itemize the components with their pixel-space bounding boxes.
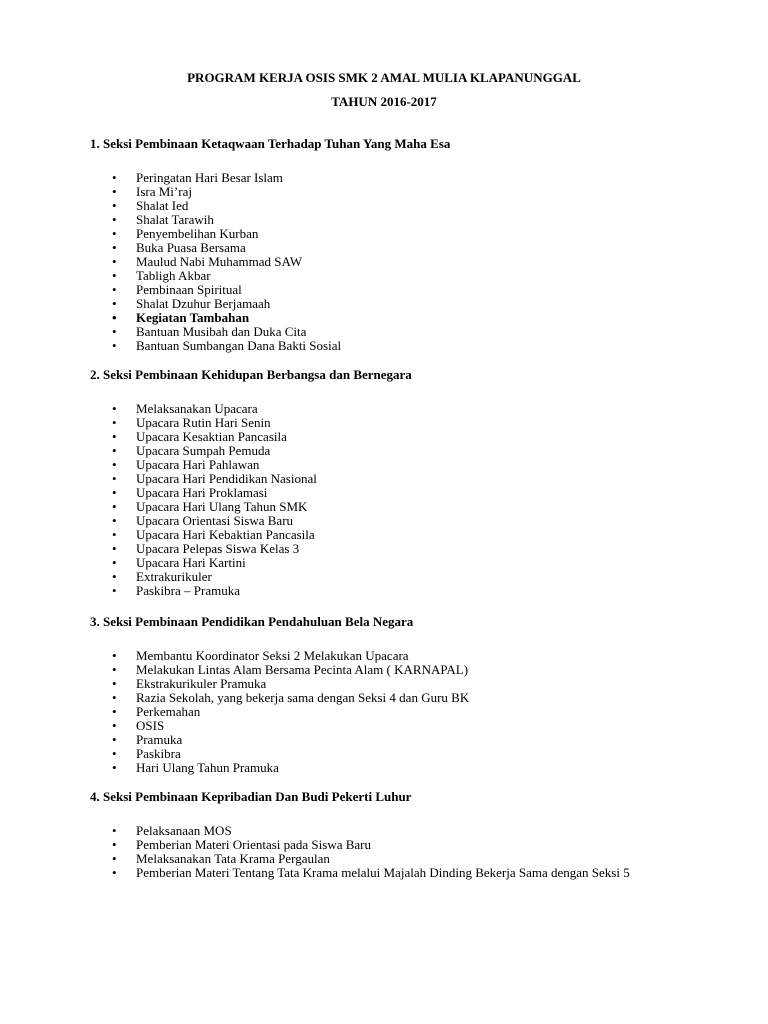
list-item: • Isra Mi’raj [112, 185, 672, 199]
list-item: • Melaksanakan Tata Krama Pergaulan [112, 852, 672, 866]
list-item: • Shalat Ied [112, 199, 672, 213]
section-heading: 4. Seksi Pembinaan Kepribadian Dan Budi Pekerti Luhur [90, 789, 412, 804]
section-item-list [112, 171, 672, 353]
list-item: • Upacara Rutin Hari Senin [112, 416, 672, 430]
section-bela-negara [90, 614, 690, 775]
list-item: • Membantu Koordinator Seksi 2 Melakukan Upacara [112, 649, 672, 663]
list-item: • Shalat Dzuhur Berjamaah [112, 297, 672, 311]
list-item: • Buka Puasa Bersama [112, 241, 672, 255]
list-item: • Perkemahan [112, 705, 672, 719]
list-item: • Upacara Hari Pahlawan [112, 458, 672, 472]
section-item-list [112, 824, 672, 880]
section-berbangsa-bernegara [90, 367, 690, 598]
list-item: • Paskibra – Pramuka [112, 584, 672, 598]
list-item: • Upacara Hari Ulang Tahun SMK [112, 500, 672, 514]
section-kepribadian-budi-pekerti [90, 789, 690, 880]
document-subtitle-year: TAHUN 2016-2017 [331, 94, 437, 109]
section-heading: 3. Seksi Pembinaan Pendidikan Pendahuluan Bela Negara [90, 614, 414, 629]
list-item: • Upacara Pelepas Siswa Kelas 3 [112, 542, 672, 556]
list-item: • OSIS [112, 719, 672, 733]
list-item: • Upacara Hari Pendidikan Nasional [112, 472, 672, 486]
list-item: • Razia Sekolah, yang bekerja sama dengan Seksi 4 dan Guru BK [112, 691, 672, 705]
list-item: • Upacara Kesaktian Pancasila [112, 430, 672, 444]
list-item: • Upacara Sumpah Pemuda [112, 444, 672, 458]
list-item: • Tabligh Akbar [112, 269, 672, 283]
list-item: • Paskibra [112, 747, 672, 761]
list-item: • Ekstrakurikuler Pramuka [112, 677, 672, 691]
section-heading: 2. Seksi Pembinaan Kehidupan Berbangsa dan Bernegara [90, 367, 412, 382]
list-item: • Extrakurikuler [112, 570, 672, 584]
section-ketaqwaan [90, 136, 690, 353]
list-item: • Bantuan Sumbangan Dana Bakti Sosial [112, 339, 672, 353]
list-item: • Shalat Tarawih [112, 213, 672, 227]
list-item: • Penyembelihan Kurban [112, 227, 672, 241]
list-item: • Pemberian Materi Tentang Tata Krama melalui Majalah Dinding Bekerja Sama dengan Seksi 5 [112, 866, 672, 880]
list-item-subheading: • Kegiatan Tambahan [112, 311, 672, 325]
list-item: • Pramuka [112, 733, 672, 747]
list-item: • Hari Ulang Tahun Pramuka [112, 761, 672, 775]
list-item: • Upacara Orientasi Siswa Baru [112, 514, 672, 528]
list-item: • Melakukan Lintas Alam Bersama Pecinta Alam ( KARNAPAL) [112, 663, 672, 677]
document-title: PROGRAM KERJA OSIS SMK 2 AMAL MULIA KLAPANUNGGAL [187, 70, 581, 85]
list-item: • Bantuan Musibah dan Duka Cita [112, 325, 672, 339]
list-item: • Pemberian Materi Orientasi pada Siswa Baru [112, 838, 672, 852]
list-item: • Upacara Hari Kebaktian Pancasila [112, 528, 672, 542]
list-item: • Peringatan Hari Besar Islam [112, 171, 672, 185]
list-item: • Pelaksanaan MOS [112, 824, 672, 838]
section-item-list [112, 402, 672, 598]
list-item: • Upacara Hari Proklamasi [112, 486, 672, 500]
list-item: • Upacara Hari Kartini [112, 556, 672, 570]
section-item-list [112, 649, 672, 775]
list-item: • Maulud Nabi Muhammad SAW [112, 255, 672, 269]
list-item: • Melaksanakan Upacara [112, 402, 672, 416]
list-item: • Pembinaan Spiritual [112, 283, 672, 297]
section-heading: 1. Seksi Pembinaan Ketaqwaan Terhadap Tuhan Yang Maha Esa [90, 136, 451, 151]
